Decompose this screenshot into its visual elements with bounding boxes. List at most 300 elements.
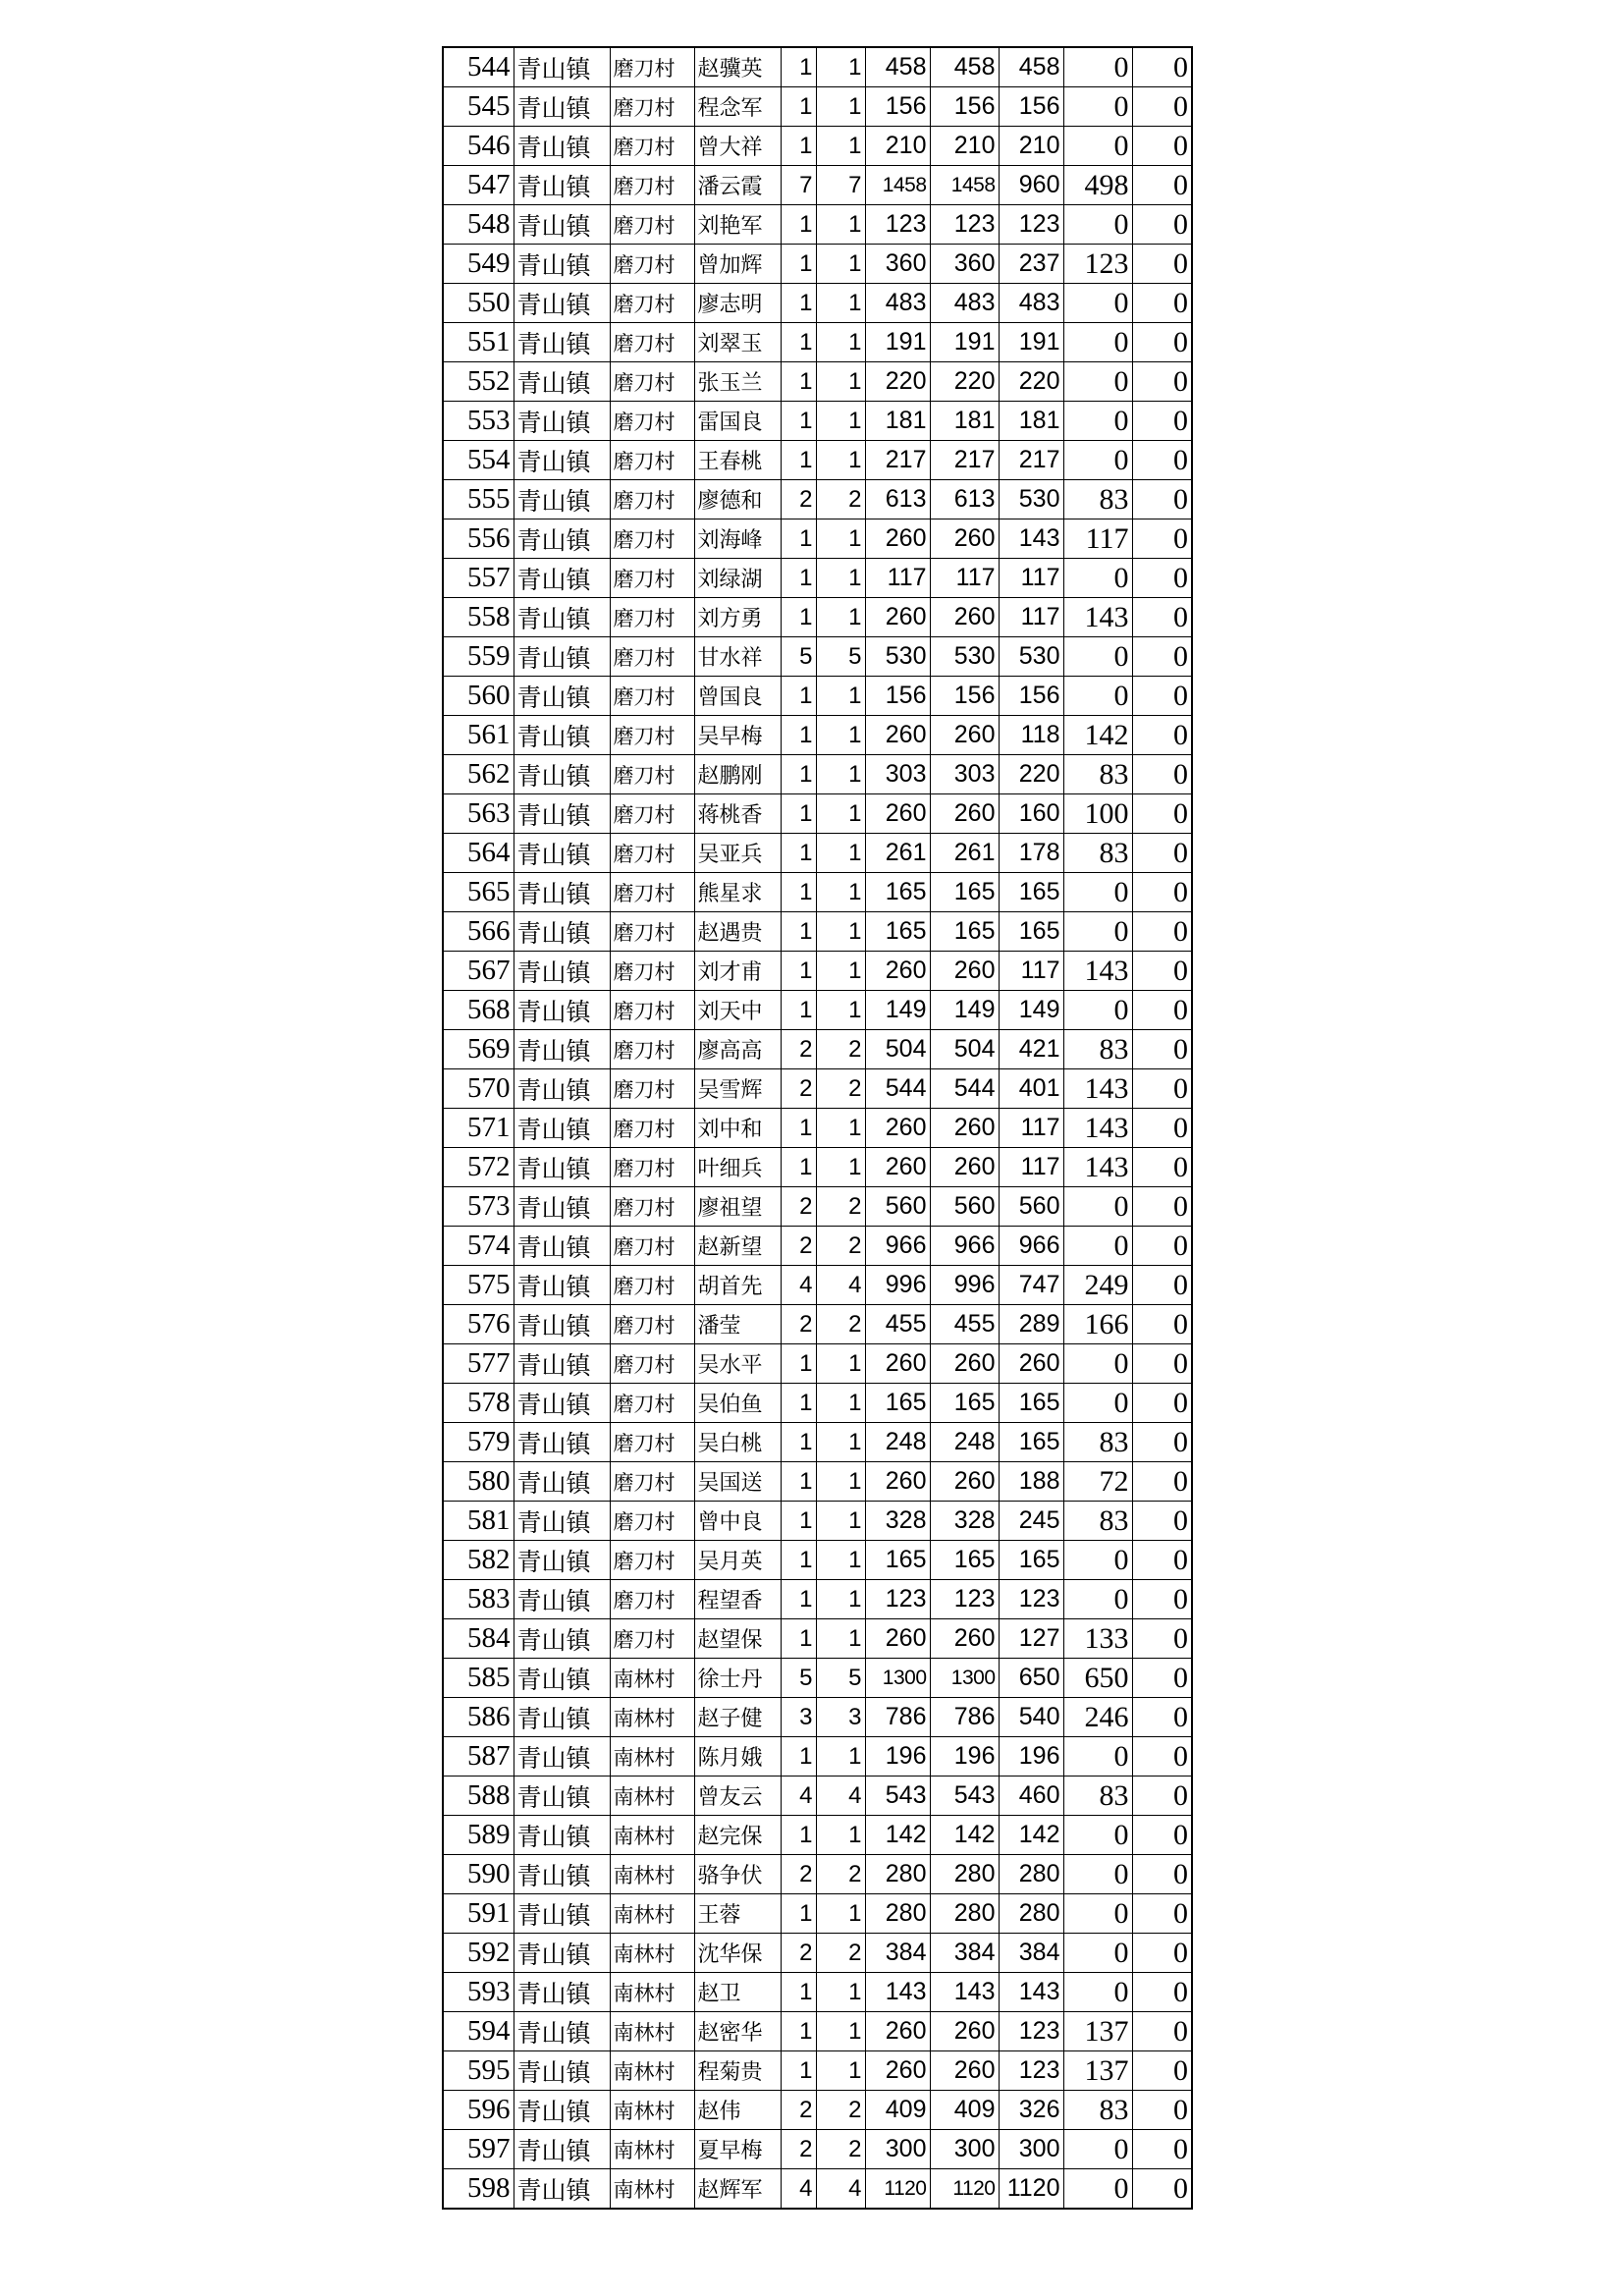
cell-amount-4: 0 — [1063, 2130, 1132, 2169]
cell-amount-5: 0 — [1132, 1855, 1192, 1894]
cell-village: 磨刀村 — [610, 1305, 694, 1344]
cell-amount-2: 1458 — [930, 166, 999, 205]
table-row — [443, 1502, 1192, 1541]
cell-name: 刘天中 — [694, 991, 781, 1030]
cell-amount-4: 0 — [1063, 1580, 1132, 1619]
cell-name: 刘海峰 — [694, 519, 781, 559]
cell-town: 青山镇 — [514, 1580, 610, 1619]
cell-count-a: 5 — [781, 1659, 816, 1698]
cell-town: 青山镇 — [514, 559, 610, 598]
cell-serial-number: 552 — [443, 362, 514, 402]
cell-amount-1: 191 — [865, 323, 930, 362]
cell-amount-3: 280 — [999, 1894, 1063, 1934]
cell-village: 南林村 — [610, 1894, 694, 1934]
cell-amount-1: 455 — [865, 1305, 930, 1344]
cell-amount-1: 181 — [865, 402, 930, 441]
cell-amount-3: 530 — [999, 637, 1063, 677]
cell-amount-1: 142 — [865, 1816, 930, 1855]
cell-count-a: 4 — [781, 1777, 816, 1816]
cell-count-a: 1 — [781, 245, 816, 284]
cell-amount-5: 0 — [1132, 1934, 1192, 1973]
cell-amount-3: 165 — [999, 1541, 1063, 1580]
cell-amount-3: 191 — [999, 323, 1063, 362]
cell-count-a: 1 — [781, 794, 816, 834]
cell-amount-4: 83 — [1063, 2091, 1132, 2130]
cell-serial-number: 572 — [443, 1148, 514, 1187]
cell-amount-3: 960 — [999, 166, 1063, 205]
cell-village: 南林村 — [610, 2051, 694, 2091]
cell-serial-number: 562 — [443, 755, 514, 794]
table-row — [443, 912, 1192, 952]
cell-town: 青山镇 — [514, 1384, 610, 1423]
cell-amount-5: 0 — [1132, 362, 1192, 402]
cell-town: 青山镇 — [514, 991, 610, 1030]
cell-amount-3: 220 — [999, 362, 1063, 402]
cell-amount-1: 260 — [865, 598, 930, 637]
cell-amount-2: 786 — [930, 1698, 999, 1737]
cell-amount-1: 300 — [865, 2130, 930, 2169]
cell-count-b: 2 — [816, 2091, 865, 2130]
cell-count-b: 1 — [816, 1384, 865, 1423]
cell-amount-1: 483 — [865, 284, 930, 323]
cell-name: 程望香 — [694, 1580, 781, 1619]
cell-village: 磨刀村 — [610, 519, 694, 559]
cell-count-a: 1 — [781, 2012, 816, 2051]
cell-amount-3: 421 — [999, 1030, 1063, 1069]
cell-amount-5: 0 — [1132, 1187, 1192, 1227]
cell-count-b: 1 — [816, 873, 865, 912]
cell-serial-number: 566 — [443, 912, 514, 952]
cell-village: 磨刀村 — [610, 441, 694, 480]
cell-amount-3: 237 — [999, 245, 1063, 284]
cell-serial-number: 578 — [443, 1384, 514, 1423]
cell-count-a: 1 — [781, 47, 816, 87]
cell-amount-4: 83 — [1063, 834, 1132, 873]
cell-amount-1: 360 — [865, 245, 930, 284]
cell-count-a: 7 — [781, 166, 816, 205]
cell-serial-number: 546 — [443, 127, 514, 166]
cell-village: 磨刀村 — [610, 559, 694, 598]
cell-count-a: 1 — [781, 755, 816, 794]
cell-amount-3: 117 — [999, 952, 1063, 991]
cell-name: 吴亚兵 — [694, 834, 781, 873]
table-row — [443, 1030, 1192, 1069]
cell-town: 青山镇 — [514, 1698, 610, 1737]
cell-serial-number: 564 — [443, 834, 514, 873]
cell-name: 张玉兰 — [694, 362, 781, 402]
cell-count-b: 1 — [816, 598, 865, 637]
table-row — [443, 1227, 1192, 1266]
table-row — [443, 559, 1192, 598]
cell-amount-2: 280 — [930, 1894, 999, 1934]
cell-amount-5: 0 — [1132, 912, 1192, 952]
cell-amount-4: 83 — [1063, 755, 1132, 794]
cell-name: 赵密华 — [694, 2012, 781, 2051]
cell-amount-2: 530 — [930, 637, 999, 677]
cell-name: 潘云霞 — [694, 166, 781, 205]
cell-count-a: 4 — [781, 1266, 816, 1305]
cell-amount-1: 260 — [865, 1344, 930, 1384]
cell-count-a: 1 — [781, 873, 816, 912]
cell-town: 青山镇 — [514, 794, 610, 834]
cell-amount-2: 613 — [930, 480, 999, 519]
cell-amount-3: 143 — [999, 519, 1063, 559]
cell-name: 刘方勇 — [694, 598, 781, 637]
cell-count-a: 1 — [781, 1148, 816, 1187]
cell-count-b: 1 — [816, 1423, 865, 1462]
cell-amount-4: 0 — [1063, 362, 1132, 402]
cell-amount-5: 0 — [1132, 2012, 1192, 2051]
cell-serial-number: 583 — [443, 1580, 514, 1619]
cell-serial-number: 592 — [443, 1934, 514, 1973]
cell-amount-2: 260 — [930, 1462, 999, 1502]
cell-name: 刘中和 — [694, 1109, 781, 1148]
cell-town: 青山镇 — [514, 519, 610, 559]
cell-count-b: 1 — [816, 1148, 865, 1187]
cell-amount-2: 260 — [930, 1619, 999, 1659]
cell-name: 曾加辉 — [694, 245, 781, 284]
cell-village: 磨刀村 — [610, 323, 694, 362]
cell-count-b: 1 — [816, 1541, 865, 1580]
cell-serial-number: 563 — [443, 794, 514, 834]
cell-count-a: 1 — [781, 1973, 816, 2012]
cell-serial-number: 558 — [443, 598, 514, 637]
cell-amount-1: 384 — [865, 1934, 930, 1973]
table-row — [443, 1462, 1192, 1502]
cell-serial-number: 548 — [443, 205, 514, 245]
cell-village: 磨刀村 — [610, 834, 694, 873]
cell-town: 青山镇 — [514, 2091, 610, 2130]
cell-serial-number: 554 — [443, 441, 514, 480]
cell-amount-1: 210 — [865, 127, 930, 166]
cell-town: 青山镇 — [514, 47, 610, 87]
cell-serial-number: 576 — [443, 1305, 514, 1344]
cell-count-b: 1 — [816, 245, 865, 284]
cell-serial-number: 585 — [443, 1659, 514, 1698]
cell-count-a: 1 — [781, 1502, 816, 1541]
cell-village: 磨刀村 — [610, 991, 694, 1030]
cell-count-a: 2 — [781, 1187, 816, 1227]
cell-count-a: 1 — [781, 1109, 816, 1148]
cell-name: 吴雪辉 — [694, 1069, 781, 1109]
cell-count-a: 1 — [781, 1423, 816, 1462]
table-row — [443, 245, 1192, 284]
cell-amount-5: 0 — [1132, 47, 1192, 87]
cell-name: 赵卫 — [694, 1973, 781, 2012]
cell-count-a: 2 — [781, 2130, 816, 2169]
cell-name: 赵望保 — [694, 1619, 781, 1659]
cell-amount-4: 0 — [1063, 1973, 1132, 2012]
cell-name: 曾中良 — [694, 1502, 781, 1541]
cell-amount-2: 143 — [930, 1973, 999, 2012]
cell-count-b: 5 — [816, 637, 865, 677]
cell-village: 磨刀村 — [610, 637, 694, 677]
cell-serial-number: 570 — [443, 1069, 514, 1109]
cell-amount-3: 966 — [999, 1227, 1063, 1266]
cell-village: 南林村 — [610, 1698, 694, 1737]
cell-count-b: 1 — [816, 559, 865, 598]
cell-name: 赵鹏刚 — [694, 755, 781, 794]
cell-count-b: 2 — [816, 1030, 865, 1069]
cell-amount-4: 0 — [1063, 873, 1132, 912]
cell-amount-1: 280 — [865, 1855, 930, 1894]
cell-amount-3: 196 — [999, 1737, 1063, 1777]
cell-amount-5: 0 — [1132, 402, 1192, 441]
cell-amount-3: 458 — [999, 47, 1063, 87]
cell-amount-5: 0 — [1132, 1266, 1192, 1305]
cell-name: 陈月娥 — [694, 1737, 781, 1777]
cell-name: 叶细兵 — [694, 1148, 781, 1187]
cell-amount-1: 1458 — [865, 166, 930, 205]
cell-amount-1: 260 — [865, 1619, 930, 1659]
cell-amount-4: 137 — [1063, 2051, 1132, 2091]
cell-count-a: 1 — [781, 912, 816, 952]
cell-amount-5: 0 — [1132, 1580, 1192, 1619]
cell-town: 青山镇 — [514, 441, 610, 480]
cell-count-a: 1 — [781, 1541, 816, 1580]
cell-amount-5: 0 — [1132, 1973, 1192, 2012]
cell-amount-1: 303 — [865, 755, 930, 794]
cell-serial-number: 590 — [443, 1855, 514, 1894]
cell-amount-2: 455 — [930, 1305, 999, 1344]
cell-village: 磨刀村 — [610, 794, 694, 834]
cell-amount-2: 260 — [930, 519, 999, 559]
cell-name: 赵遇贵 — [694, 912, 781, 952]
table-body — [443, 47, 1192, 2209]
cell-village: 磨刀村 — [610, 362, 694, 402]
cell-amount-3: 483 — [999, 284, 1063, 323]
cell-village: 磨刀村 — [610, 245, 694, 284]
cell-amount-1: 544 — [865, 1069, 930, 1109]
cell-amount-2: 280 — [930, 1855, 999, 1894]
cell-count-a: 1 — [781, 284, 816, 323]
cell-amount-3: 560 — [999, 1187, 1063, 1227]
table-row — [443, 1305, 1192, 1344]
cell-amount-5: 0 — [1132, 1737, 1192, 1777]
cell-count-a: 1 — [781, 716, 816, 755]
cell-town: 青山镇 — [514, 637, 610, 677]
cell-amount-5: 0 — [1132, 1619, 1192, 1659]
cell-count-b: 3 — [816, 1698, 865, 1737]
cell-count-b: 1 — [816, 1344, 865, 1384]
cell-amount-3: 280 — [999, 1855, 1063, 1894]
cell-amount-5: 0 — [1132, 323, 1192, 362]
cell-serial-number: 580 — [443, 1462, 514, 1502]
cell-amount-1: 117 — [865, 559, 930, 598]
cell-village: 磨刀村 — [610, 1423, 694, 1462]
cell-count-a: 1 — [781, 1619, 816, 1659]
cell-village: 南林村 — [610, 1737, 694, 1777]
cell-amount-3: 123 — [999, 1580, 1063, 1619]
cell-town: 青山镇 — [514, 1109, 610, 1148]
cell-count-a: 1 — [781, 1816, 816, 1855]
cell-name: 廖德和 — [694, 480, 781, 519]
cell-amount-5: 0 — [1132, 1423, 1192, 1462]
cell-name: 赵完保 — [694, 1816, 781, 1855]
cell-amount-2: 220 — [930, 362, 999, 402]
cell-amount-3: 117 — [999, 598, 1063, 637]
cell-name: 赵新望 — [694, 1227, 781, 1266]
cell-amount-3: 401 — [999, 1069, 1063, 1109]
cell-amount-1: 260 — [865, 519, 930, 559]
cell-amount-1: 260 — [865, 1148, 930, 1187]
cell-town: 青山镇 — [514, 87, 610, 127]
cell-amount-3: 165 — [999, 912, 1063, 952]
cell-village: 磨刀村 — [610, 87, 694, 127]
cell-amount-4: 143 — [1063, 1069, 1132, 1109]
cell-village: 南林村 — [610, 2130, 694, 2169]
cell-amount-2: 300 — [930, 2130, 999, 2169]
cell-town: 青山镇 — [514, 952, 610, 991]
cell-amount-1: 220 — [865, 362, 930, 402]
cell-name: 廖志明 — [694, 284, 781, 323]
cell-name: 程菊贵 — [694, 2051, 781, 2091]
cell-town: 青山镇 — [514, 127, 610, 166]
cell-count-a: 2 — [781, 1227, 816, 1266]
cell-count-a: 1 — [781, 598, 816, 637]
table-row — [443, 755, 1192, 794]
cell-town: 青山镇 — [514, 1619, 610, 1659]
cell-amount-1: 260 — [865, 2012, 930, 2051]
cell-count-b: 1 — [816, 402, 865, 441]
cell-village: 磨刀村 — [610, 205, 694, 245]
cell-town: 青山镇 — [514, 1227, 610, 1266]
table-row — [443, 87, 1192, 127]
cell-village: 磨刀村 — [610, 1148, 694, 1187]
cell-name: 吴伯鱼 — [694, 1384, 781, 1423]
cell-amount-4: 0 — [1063, 1187, 1132, 1227]
cell-amount-1: 260 — [865, 716, 930, 755]
cell-amount-2: 210 — [930, 127, 999, 166]
cell-town: 青山镇 — [514, 245, 610, 284]
cell-count-b: 1 — [816, 794, 865, 834]
cell-town: 青山镇 — [514, 2130, 610, 2169]
cell-amount-5: 0 — [1132, 127, 1192, 166]
cell-count-a: 1 — [781, 1894, 816, 1934]
cell-serial-number: 596 — [443, 2091, 514, 2130]
table-row — [443, 1384, 1192, 1423]
cell-amount-2: 191 — [930, 323, 999, 362]
cell-serial-number: 579 — [443, 1423, 514, 1462]
cell-count-a: 1 — [781, 1384, 816, 1423]
cell-name: 程念军 — [694, 87, 781, 127]
cell-name: 吴水平 — [694, 1344, 781, 1384]
cell-serial-number: 555 — [443, 480, 514, 519]
cell-count-a: 1 — [781, 87, 816, 127]
cell-amount-3: 117 — [999, 1148, 1063, 1187]
cell-village: 南林村 — [610, 1973, 694, 2012]
cell-count-a: 5 — [781, 637, 816, 677]
cell-serial-number: 571 — [443, 1109, 514, 1148]
cell-amount-2: 483 — [930, 284, 999, 323]
cell-town: 青山镇 — [514, 1462, 610, 1502]
cell-amount-5: 0 — [1132, 873, 1192, 912]
cell-amount-3: 220 — [999, 755, 1063, 794]
cell-count-a: 1 — [781, 205, 816, 245]
cell-amount-5: 0 — [1132, 1069, 1192, 1109]
cell-village: 磨刀村 — [610, 1187, 694, 1227]
cell-amount-4: 72 — [1063, 1462, 1132, 1502]
table-row — [443, 480, 1192, 519]
cell-town: 青山镇 — [514, 1973, 610, 2012]
cell-amount-4: 246 — [1063, 1698, 1132, 1737]
table-row — [443, 794, 1192, 834]
cell-amount-1: 156 — [865, 87, 930, 127]
cell-amount-1: 1120 — [865, 2169, 930, 2210]
cell-amount-4: 650 — [1063, 1659, 1132, 1698]
cell-serial-number: 561 — [443, 716, 514, 755]
cell-amount-1: 328 — [865, 1502, 930, 1541]
cell-count-a: 1 — [781, 1344, 816, 1384]
cell-town: 青山镇 — [514, 1816, 610, 1855]
cell-count-b: 1 — [816, 441, 865, 480]
cell-amount-5: 0 — [1132, 794, 1192, 834]
cell-amount-5: 0 — [1132, 1777, 1192, 1816]
cell-town: 青山镇 — [514, 598, 610, 637]
table-row — [443, 1344, 1192, 1384]
cell-village: 磨刀村 — [610, 716, 694, 755]
cell-amount-4: 143 — [1063, 1148, 1132, 1187]
table-row — [443, 952, 1192, 991]
cell-name: 廖高高 — [694, 1030, 781, 1069]
cell-count-b: 1 — [816, 47, 865, 87]
cell-amount-1: 260 — [865, 1462, 930, 1502]
cell-serial-number: 556 — [443, 519, 514, 559]
cell-amount-1: 248 — [865, 1423, 930, 1462]
cell-serial-number: 581 — [443, 1502, 514, 1541]
cell-amount-1: 504 — [865, 1030, 930, 1069]
cell-serial-number: 569 — [443, 1030, 514, 1069]
cell-amount-2: 165 — [930, 873, 999, 912]
cell-count-b: 1 — [816, 1619, 865, 1659]
cell-count-b: 2 — [816, 1855, 865, 1894]
cell-amount-2: 260 — [930, 794, 999, 834]
cell-name: 潘莹 — [694, 1305, 781, 1344]
cell-count-a: 1 — [781, 323, 816, 362]
cell-name: 王春桃 — [694, 441, 781, 480]
cell-count-a: 1 — [781, 991, 816, 1030]
cell-amount-3: 118 — [999, 716, 1063, 755]
cell-amount-1: 165 — [865, 873, 930, 912]
cell-count-b: 1 — [816, 362, 865, 402]
cell-amount-1: 196 — [865, 1737, 930, 1777]
cell-amount-2: 261 — [930, 834, 999, 873]
table-row — [443, 1187, 1192, 1227]
cell-amount-5: 0 — [1132, 2091, 1192, 2130]
cell-amount-2: 1120 — [930, 2169, 999, 2210]
cell-amount-5: 0 — [1132, 2169, 1192, 2210]
cell-name: 刘艳军 — [694, 205, 781, 245]
cell-name: 赵子健 — [694, 1698, 781, 1737]
cell-town: 青山镇 — [514, 166, 610, 205]
cell-name: 曾友云 — [694, 1777, 781, 1816]
table-row — [443, 1659, 1192, 1698]
cell-name: 刘翠玉 — [694, 323, 781, 362]
cell-village: 南林村 — [610, 2012, 694, 2051]
cell-amount-1: 613 — [865, 480, 930, 519]
cell-count-b: 1 — [816, 755, 865, 794]
cell-amount-2: 217 — [930, 441, 999, 480]
cell-count-b: 1 — [816, 127, 865, 166]
cell-amount-4: 117 — [1063, 519, 1132, 559]
cell-amount-5: 0 — [1132, 952, 1192, 991]
cell-count-a: 1 — [781, 1462, 816, 1502]
cell-amount-3: 530 — [999, 480, 1063, 519]
cell-count-a: 2 — [781, 1030, 816, 1069]
cell-count-a: 4 — [781, 2169, 816, 2210]
cell-amount-2: 543 — [930, 1777, 999, 1816]
cell-count-a: 2 — [781, 2091, 816, 2130]
